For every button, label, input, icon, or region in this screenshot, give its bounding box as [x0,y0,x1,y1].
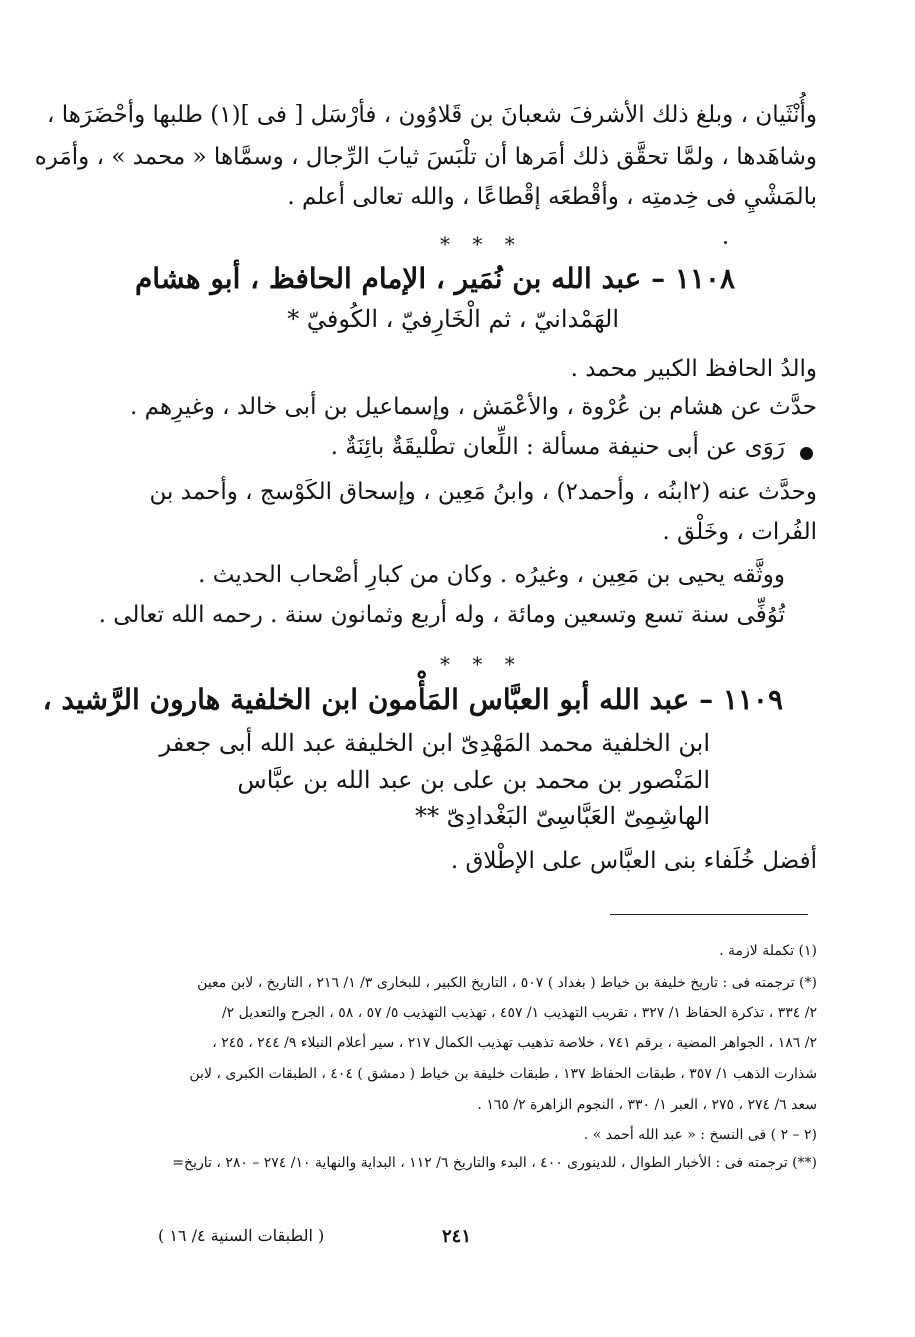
body-line: وشاهَدها ، ولمَّا تحقَّق ذلك أمَرها أن تلْبَسَ ثيابَ الرِّجال ، وسمَّاها « محمد » ، وأمَره [34,144,817,170]
entry-subheading-1109: الهاشِمِىّ العَبَّاسِىّ البَغْدادِىّ ** [415,802,710,830]
footnote: (١) تكملة لازمة . [719,943,817,959]
body-line: وأُنْثَيان ، وبلغ ذلك الأشرفَ شعبانَ بن قَلاوُون ، فأرْسَل [ فى ](١) طلبها وأحْضَرَها ، [46,102,817,128]
footnote: ٢/ ٣٣٤ ، تذكرة الحفاظ ١/ ٣٢٧ ، تقريب التهذيب ١/ ٤٥٧ ، تهذيب التهذيب ٥/ ٥٧ ، ٥٨ ، الجرح والتعديل ٢/ [221,1005,817,1021]
footnote: ٢/ ١٨٦ ، الجواهر المضية ، برقم ٧٤١ ، خلاصة تذهيب تهذيب الكمال ٢١٧ ، سير أعلام النبلاء ٩/ ٢٤٤ ، ٢٤٥ ، [212,1035,817,1051]
entry-heading-1109: ١١٠٩ – عبد الله أبو العبَّاس المَأْمون ابن الخلفية هارون الرَّشيد ، [42,683,783,716]
body-line: بالمَشْيِ فى خِدمتِه ، وأقْطعَه إقْطاعًا ، والله تعالى أعلم . [287,184,817,210]
ink-dot [724,241,727,244]
footnote-divider [610,914,808,915]
body-line: ووثَّقه يحيى بن مَعِين ، وغيرُه . وكان من كبارِ أصْحاب الحديث . [198,562,785,588]
section-separator: * * * [440,232,523,256]
body-line: رَوَى عن أبى حنيفة مسألة : اللِّعان تطْليقَةٌ بائِنَةٌ . [330,434,785,460]
body-line: والدُ الحافظ الكبير محمد . [570,356,817,382]
footnote: شذارت الذهب ١/ ٣٥٧ ، طبقات الحفاظ ١٣٧ ، طبقات خليفة بن خياط ( دمشق ) ٤٠٤ ، الطبقات الكبرى ، لابن [189,1066,817,1082]
footnote: (**) ترجمته فى : الأخبار الطوال ، للدينورى ٤٠٠ ، البدء والتاريخ ٦/ ١١٢ ، البداية والنهاية ١٠/ ٢٧٤ – ٢٨٠ ، تاريخ= [172,1155,817,1171]
body-line: وحدَّث عنه (٢ابنُه ، وأحمد٢) ، وابنُ مَعِين ، وإسحاق الكَوْسج ، وأحمد بن [149,479,817,505]
entry-heading-1108: ١١٠٨ – عبد الله بن نُمَير ، الإمام الحافظ ، أبو هشام [134,262,735,295]
section-separator: * * * [440,652,523,676]
body-line: تُوُفِّى سنة تسع وتسعين ومائة ، وله أربع وثمانون سنة . رحمه الله تعالى . [98,602,785,628]
bullet-marker [800,447,813,460]
running-title: ( الطبقات السنية ٤/ ١٦ ) [158,1226,325,1245]
page-number: ٢٤١ [442,1226,472,1247]
footnote: (*) ترجمته فى : تاريخ خليفة بن خياط ( بغداد ) ٥٠٧ ، التاريخ الكبير ، للبخارى ٣/ ١/ ٢١٦ ، التاريخ ، لابن معين [197,975,817,991]
body-line: الفُرات ، وخَلْق . [662,519,817,545]
footnote: (٢ – ٢ ) فى النسخ : « عبد الله أحمد » . [583,1127,817,1143]
footnote: سعد ٦/ ٢٧٤ ، ٢٧٥ ، العبر ١/ ٣٣٠ ، النجوم الزاهرة ٢/ ١٦٥ . [477,1097,817,1113]
entry-subheading-1109: المَنْصور بن محمد بن على بن عبد الله بن عبَّاس [237,766,710,794]
entry-subheading-1108: الهَمْدانيّ ، ثم الْخَارِفيّ ، الكُوفيّ * [287,305,619,333]
body-line: أفضل خُلَفاء بنى العبَّاس على الإطْلاق . [450,848,817,874]
body-line: حدَّث عن هشام بن عُرْوة ، والأعْمَش ، وإسماعيل بن أبى خالد ، وغيرِهم . [130,394,817,420]
entry-subheading-1109: ابن الخلفية محمد المَهْدِىّ ابن الخليفة عبد الله أبى جعفر [159,729,710,757]
